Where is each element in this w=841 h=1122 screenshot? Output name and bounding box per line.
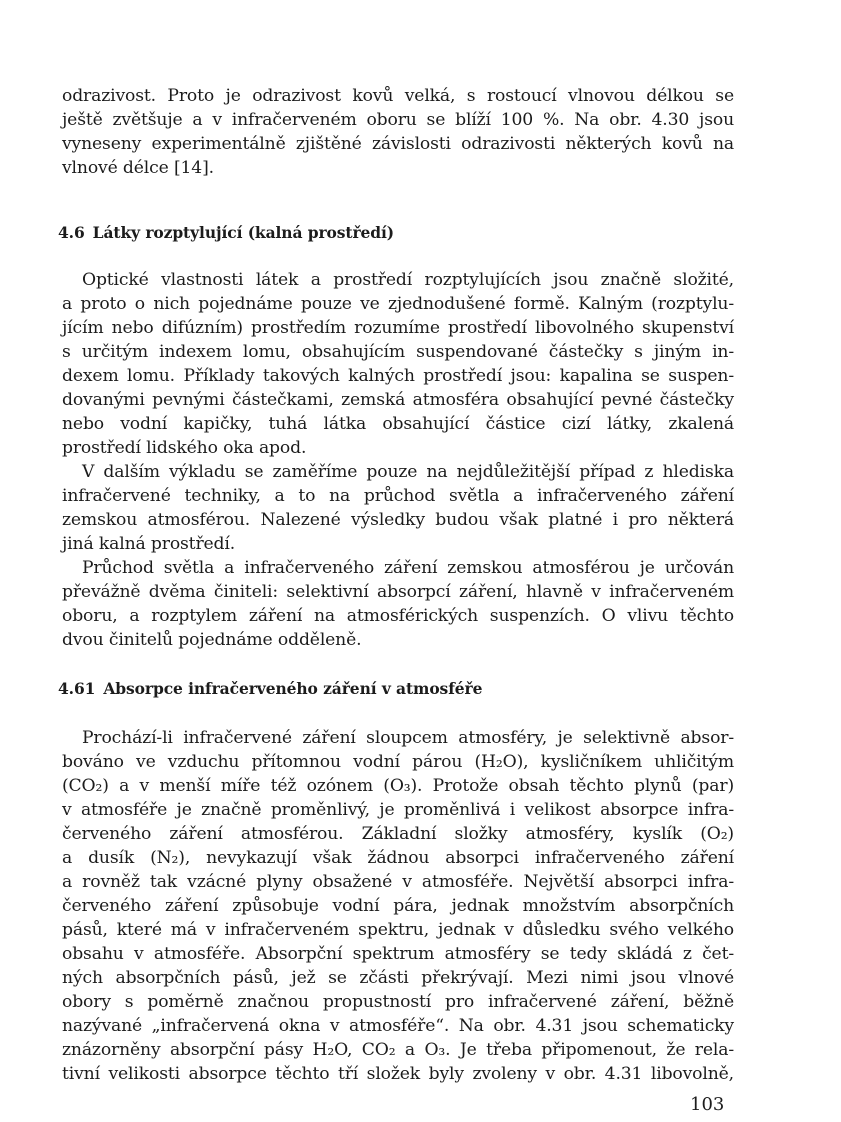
text-line: vlnové délce [14].	[62, 158, 214, 178]
page-number: 103	[690, 1094, 725, 1115]
text-line: odrazivost. Proto je odrazivost kovů velká, s rostoucí vlnovou délkou se	[62, 86, 734, 106]
text-line: tivní velikosti absorpce těchto tří složek byly zvoleny v obr. 4.31 libovolně,	[62, 1064, 734, 1084]
text-line: jiná kalná prostředí.	[62, 534, 236, 554]
text-line: a proto o nich pojednáme pouze ve zjednodušené formě. Kalným (rozptylu-	[62, 294, 734, 314]
text-line: červeného záření způsobuje vodní pára, jednak množstvím absorpčních	[62, 896, 734, 916]
text-line: vyneseny experimentálně zjištěné závislosti odrazivosti některých kovů na	[62, 134, 734, 154]
text-line: pásů, které má v infračerveném spektru, jednak v důsledku svého velkého	[62, 920, 734, 940]
text-line: nazývané „infračervená okna v atmosféře“. Na obr. 4.31 jsou schematicky	[62, 1016, 734, 1036]
section-heading-4-6	[58, 222, 394, 244]
text-line: obsahu v atmosféře. Absorpční spektrum atmosféry se tedy skládá z čet-	[62, 944, 734, 964]
text-line: dexem lomu. Příklady takových kalných prostředí jsou: kapalina se suspen-	[62, 366, 734, 386]
text-line: a dusík (N₂), nevykazují však žádnou absorpci infračerveného záření	[62, 848, 734, 868]
text-line: převážně dvěma činiteli: selektivní absorpcí záření, hlavně v infračerveném	[62, 582, 734, 602]
text-line: bováno ve vzduchu přítomnou vodní párou (H₂O), kysličníkem uhličitým	[62, 752, 734, 772]
text-line: Průchod světla a infračerveného záření zemskou atmosférou je určován	[82, 558, 734, 578]
text-line: obory s poměrně značnou propustností pro infračervené záření, běžně	[62, 992, 734, 1012]
text-line: v atmosféře je značně proměnlivý, je proměnlivá i velikost absorpce infra-	[62, 800, 734, 820]
text-line: nebo vodní kapičky, tuhá látka obsahující částice cizí látky, zkalená	[62, 414, 734, 434]
text-line: Prochází-li infračervené záření sloupcem atmosféry, je selektivně absor-	[82, 728, 734, 748]
text-line: infračervené techniky, a to na průchod světla a infračerveného záření	[62, 486, 734, 506]
section-number: 4.61	[58, 679, 96, 698]
text-line: zemskou atmosférou. Nalezené výsledky budou však platné i pro některá	[62, 510, 734, 530]
text-line: dvou činitelů pojednáme odděleně.	[62, 630, 362, 650]
text-line: prostředí lidského oka apod.	[62, 438, 307, 458]
section-title: Látky rozptylující (kalná prostředí)	[92, 223, 395, 242]
text-line: ných absorpčních pásů, jež se zčásti překrývají. Mezi nimi jsou vlnové	[62, 968, 734, 988]
text-line: oboru, a rozptylem záření na atmosférických suspenzích. O vlivu těchto	[62, 606, 734, 626]
section-title: Absorpce infračerveného záření v atmosféře	[103, 679, 483, 698]
text-line: ještě zvětšuje a v infračerveném oboru se blíží 100 %. Na obr. 4.30 jsou	[62, 110, 734, 130]
text-line: s určitým indexem lomu, obsahujícím suspendované částečky s jiným in-	[62, 342, 734, 362]
section-number: 4.6	[58, 223, 85, 242]
text-line: dovanými pevnými částečkami, zemská atmosféra obsahující pevné částečky	[62, 390, 734, 410]
section-heading-4-61	[58, 678, 482, 700]
text-line: (CO₂) a v menší míře též ozónem (O₃). Protože obsah těchto plynů (par)	[62, 776, 734, 796]
text-line: V dalším výkladu se zaměříme pouze na nejdůležitější případ z hlediska	[82, 462, 734, 482]
text-line: znázorněny absorpční pásy H₂O, CO₂ a O₃. Je třeba připomenout, že rela-	[62, 1040, 734, 1060]
text-line: jícím nebo difúzním) prostředím rozumíme prostředí libovolného skupenství	[62, 318, 734, 338]
text-line: červeného záření atmosférou. Základní složky atmosféry, kyslík (O₂)	[62, 824, 734, 844]
text-line: Optické vlastnosti látek a prostředí rozptylujících jsou značně složité,	[82, 270, 734, 290]
text-line: a rovněž tak vzácné plyny obsažené v atmosféře. Největší absorpci infra-	[62, 872, 734, 892]
